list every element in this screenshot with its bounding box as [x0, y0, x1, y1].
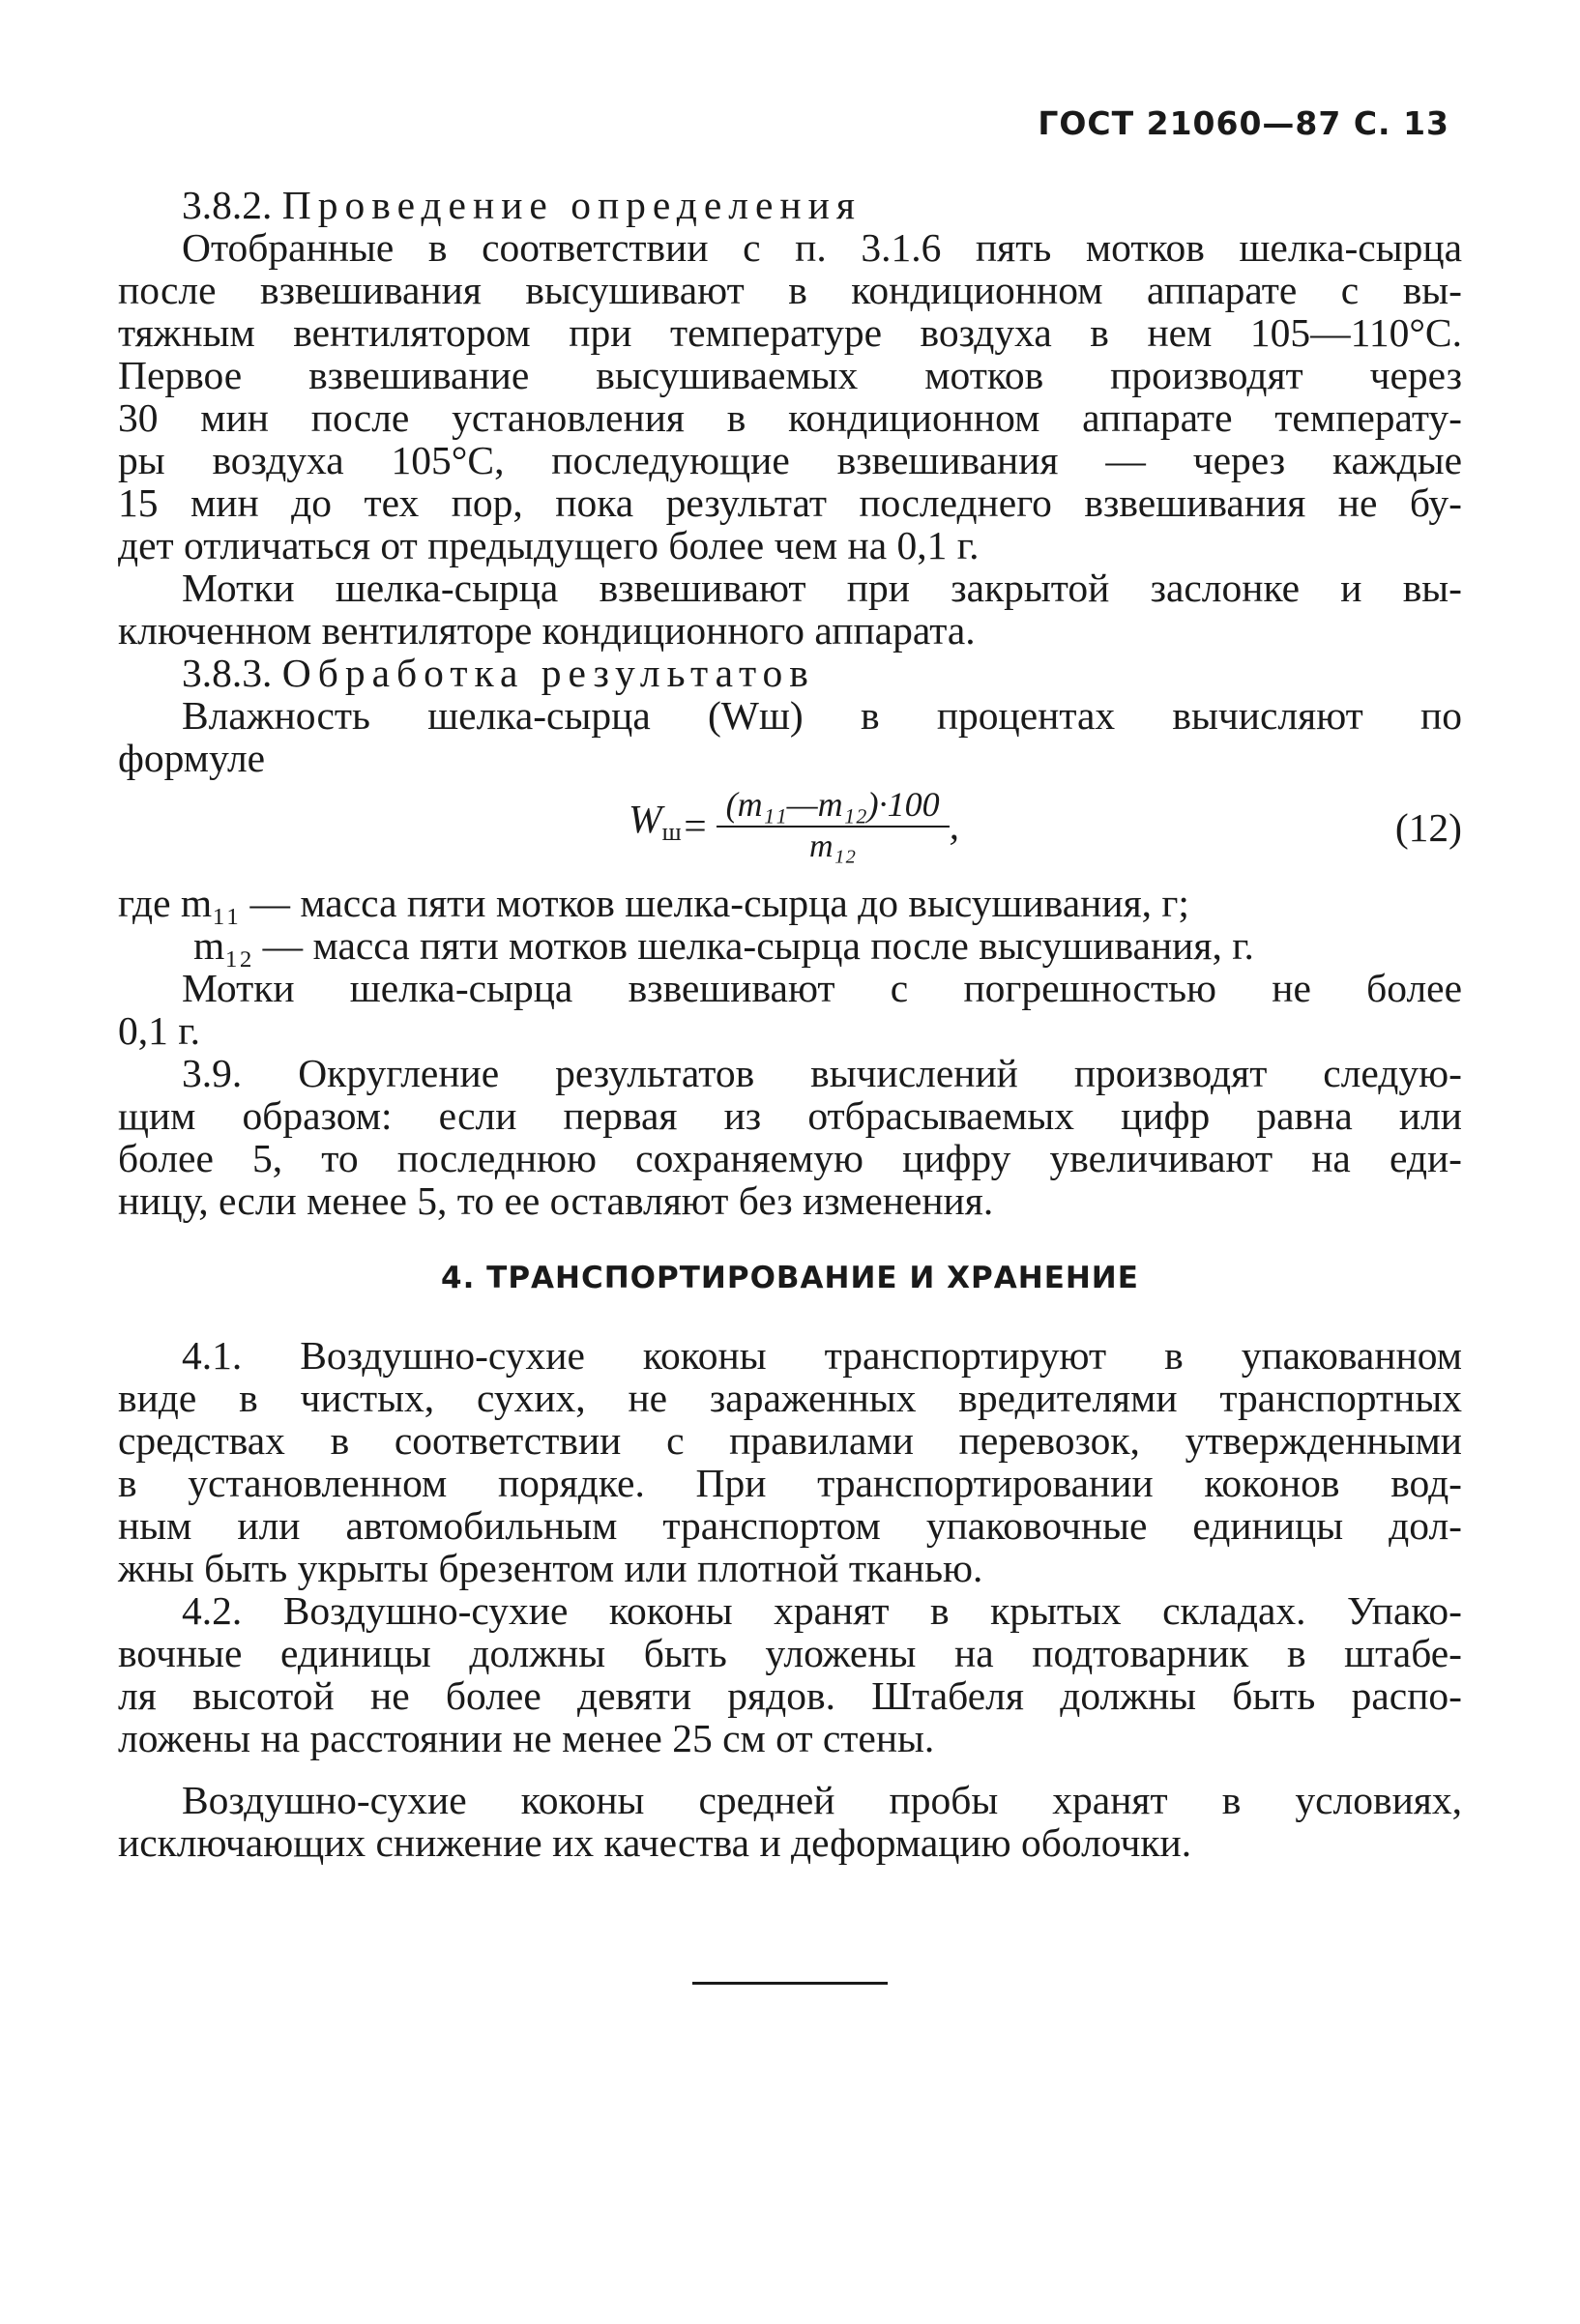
formula-equals: =	[681, 803, 709, 848]
paragraph-3-8-2-a	[118, 226, 1462, 566]
text-line: ключенном вентиляторе кондиционного аппарата.	[118, 608, 976, 653]
text-line: 0,1 г.	[118, 1008, 200, 1053]
text-line: Первое взвешивание высушиваемых мотков производят через	[118, 353, 1462, 397]
text-line: 15 мин до тех пор, пока результат последнего взвешивания не бу-	[118, 480, 1462, 525]
paragraph-4-3	[118, 1779, 1462, 1864]
formula-numerator: (m₁₁—m₁₂)·100	[717, 785, 950, 828]
text-line: формуле	[118, 736, 266, 780]
text-line: дет отличаться от предыдущего более чем на 0,1 г.	[118, 523, 980, 567]
paragraph-3-8-3-intro	[118, 694, 1462, 779]
text-line: Мотки шелка-сырца взвешивают с погрешностью не более	[182, 966, 1462, 1010]
text-line: 4.1. Воздушно-сухие коконы транспортируют в упакованном	[182, 1333, 1462, 1378]
paragraph-3-8-3-precision	[118, 967, 1462, 1052]
formula-fraction	[717, 785, 950, 866]
formula-expression	[629, 785, 959, 866]
formula-12	[118, 785, 1462, 874]
text-line: Воздушно-сухие коконы средней пробы хранят в условиях,	[182, 1778, 1462, 1822]
text-line: ля высотой не более девяти рядов. Штабеля должны быть распо-	[118, 1673, 1462, 1718]
section-title: Обработка результатов	[281, 651, 815, 695]
text-line: ницу, если менее 5, то ее оставляют без изменения.	[118, 1178, 994, 1223]
section-3-8-3-title	[118, 652, 1462, 694]
paragraph-3-8-2-b	[118, 566, 1462, 652]
text-line: после взвешивания высушивают в кондиционном аппарате с вы-	[118, 268, 1462, 312]
text-line: средствах в соответствии с правилами перевозок, утвержденными	[118, 1418, 1462, 1463]
text-line: 30 мин после установления в кондиционном аппарате температу-	[118, 395, 1462, 440]
text-line: жны быть укрыты брезентом или плотной тканью.	[118, 1546, 983, 1590]
section-3-8-2-title	[118, 184, 1462, 226]
text-line: вочные единицы должны быть уложены на подтоварник в штабе-	[118, 1631, 1462, 1675]
text-line: более 5, то последнюю сохраняемую цифру увеличивают на еди-	[118, 1136, 1462, 1180]
paragraph-4-2	[118, 1589, 1462, 1759]
text-line: где m₁₁ — масса пяти мотков шелка-сырца до высушивания, г;	[118, 881, 1189, 925]
text-line: виде в чистых, сухих, не зараженных вредителями транспортных	[118, 1376, 1462, 1420]
document-body	[118, 184, 1462, 1864]
text-line: Влажность шелка-сырца (Wш) в процентах вычисляют по	[182, 693, 1462, 738]
formula-lhs: $W_ш$	[629, 797, 682, 846]
text-line: m₁₂ — масса пяти мотков шелка-сырца после высушивания, г.	[193, 923, 1254, 968]
text-line: ры воздуха 105°С, последующие взвешивания — через каждые	[118, 438, 1462, 482]
text-line: Мотки шелка-сырца взвешивают при закрытой заслонке и вы-	[182, 566, 1462, 610]
spacer	[118, 1759, 1462, 1779]
formula-comma: ,	[949, 803, 960, 848]
section-title: Проведение определения	[281, 183, 862, 227]
paragraph-4-1	[118, 1334, 1462, 1589]
running-head: ГОСТ 21060—87 С. 13	[1038, 104, 1449, 142]
formula-denominator: m₁₂	[809, 828, 857, 864]
end-rule	[692, 1982, 888, 1985]
section-number: 3.8.3.	[182, 651, 273, 695]
section-4-heading: 4. ТРАНСПОРТИРОВАНИЕ И ХРАНЕНИЕ	[441, 1261, 1139, 1295]
paragraph-3-9	[118, 1052, 1462, 1222]
text-line: ложены на расстоянии не менее 25 см от стены.	[118, 1716, 935, 1760]
equation-number: (12)	[1394, 805, 1462, 850]
text-line: в установленном порядке. При транспортировании коконов вод-	[118, 1461, 1462, 1505]
formula-legend	[118, 882, 1462, 967]
text-line: исключающих снижение их качества и деформацию оболочки.	[118, 1820, 1192, 1865]
text-line: 3.9. Округление результатов вычислений производят следую-	[182, 1051, 1462, 1095]
text-line: щим образом: если первая из отбрасываемых цифр равна или	[118, 1093, 1462, 1138]
section-number: 3.8.2.	[182, 183, 273, 227]
text-line: Отобранные в соответствии с п. 3.1.6 пять мотков шелка-сырца	[182, 225, 1462, 270]
text-line: ным или автомобильным транспортом упаковочные единицы дол-	[118, 1503, 1462, 1548]
text-line: 4.2. Воздушно-сухие коконы хранят в крытых складах. Упако-	[182, 1588, 1462, 1633]
text-line: тяжным вентилятором при температуре воздуха в нем 105—110°С.	[118, 310, 1462, 355]
